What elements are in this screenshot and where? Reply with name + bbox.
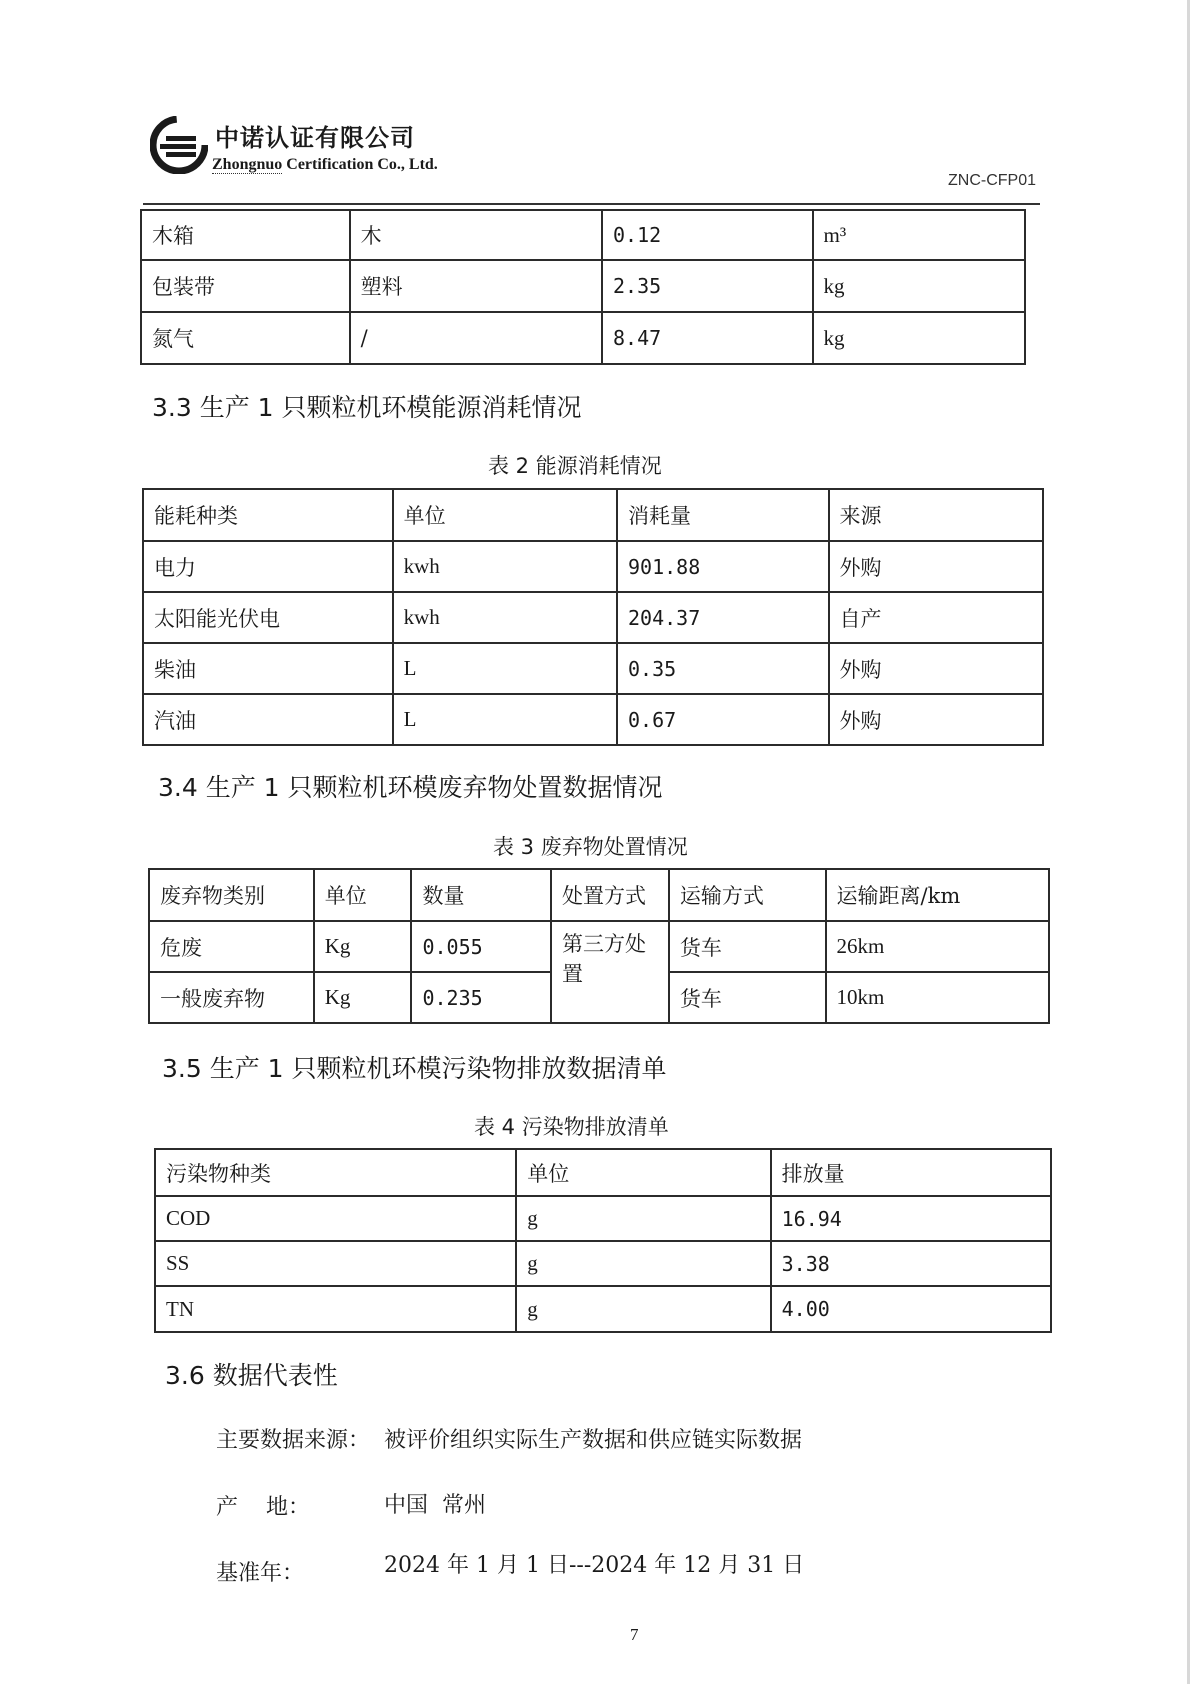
table-cell: kwh — [393, 592, 617, 643]
company-name-en-prefix: Zhongnuo — [212, 156, 283, 173]
column-header: 来源 — [829, 489, 1043, 541]
base-year-value: 2024 年 1 月 1 日---2024 年 12 月 31 日 — [384, 1553, 805, 1578]
base-year-label: 基准年： — [216, 1561, 305, 1586]
table-cell: 901.88 — [617, 541, 829, 592]
table-row — [155, 1286, 1051, 1332]
column-header: 废弃物类别 — [149, 869, 314, 921]
table-cell: SS — [155, 1241, 516, 1286]
column-header: 排放量 — [771, 1149, 1051, 1196]
table-caption-3: 表 3 废弃物处置情况 — [493, 835, 688, 859]
table-cell: 0.235 — [411, 972, 551, 1023]
table-cell: 木箱 — [141, 210, 350, 260]
table-row — [143, 541, 1043, 592]
table-cell: kg — [813, 260, 1025, 312]
table-cell: 0.055 — [411, 921, 551, 972]
table-cell: 汽油 — [143, 694, 393, 745]
company-name-en — [212, 156, 438, 174]
table-cell: / — [350, 312, 602, 364]
table-row — [143, 694, 1043, 745]
header-divider — [143, 203, 1040, 205]
table-cell: 2.35 — [602, 260, 813, 312]
table-row — [143, 643, 1043, 694]
table-cell: g — [516, 1196, 770, 1241]
column-header: 数量 — [411, 869, 551, 921]
table-cell: 太阳能光伏电 — [143, 592, 393, 643]
company-name-cn: 中诺认证有限公司 — [215, 124, 415, 152]
table-cell: 0.12 — [602, 210, 813, 260]
merged-disposal-cell: 第三方处置 — [551, 921, 669, 1023]
table-cell: 塑料 — [350, 260, 602, 312]
table-cell: 氮气 — [141, 312, 350, 364]
table-cell: 外购 — [829, 643, 1043, 694]
table-cell: 16.94 — [771, 1196, 1051, 1241]
table-cell: 3.38 — [771, 1241, 1051, 1286]
column-header: 运输距离/km — [826, 869, 1049, 921]
table-row — [149, 921, 1049, 972]
section-heading-3-3: 3.3 生产 1 只颗粒机环模能源消耗情况 — [152, 393, 582, 422]
column-header: 消耗量 — [617, 489, 829, 541]
company-name-en-suffix: Certification Co., Ltd. — [282, 156, 438, 173]
table-cell: 8.47 — [602, 312, 813, 364]
table-cell: 自产 — [829, 592, 1043, 643]
table-header-row — [143, 489, 1043, 541]
table-caption-4: 表 4 污染物排放清单 — [474, 1115, 669, 1139]
data-source-label: 主要数据来源： — [216, 1428, 371, 1453]
table-cell: kwh — [393, 541, 617, 592]
table-cell: Kg — [314, 921, 412, 972]
data-source-value: 被评价组织实际生产数据和供应链实际数据 — [384, 1428, 803, 1453]
column-header: 处置方式 — [551, 869, 669, 921]
table-row — [143, 592, 1043, 643]
packaging-table — [140, 209, 1026, 365]
document-code: ZNC-CFP01 — [948, 172, 1037, 189]
table-cell: 危废 — [149, 921, 314, 972]
origin-label: 产 地： — [216, 1495, 310, 1520]
table-cell: L — [393, 643, 617, 694]
table-cell: 204.37 — [617, 592, 829, 643]
table-header-row — [155, 1149, 1051, 1196]
table-row — [155, 1196, 1051, 1241]
table-row — [141, 260, 1025, 312]
zhongnuo-logo-icon — [150, 116, 208, 174]
table-cell: 电力 — [143, 541, 393, 592]
table-cell: 货车 — [669, 972, 826, 1023]
page-number: 7 — [630, 1625, 639, 1644]
table-cell: 4.00 — [771, 1286, 1051, 1332]
table-row — [141, 210, 1025, 260]
table-cell: 柴油 — [143, 643, 393, 694]
table-cell: 0.67 — [617, 694, 829, 745]
table-cell: kg — [813, 312, 1025, 364]
table-caption-2: 表 2 能源消耗情况 — [488, 454, 662, 478]
column-header: 单位 — [516, 1149, 770, 1196]
table-header-row — [149, 869, 1049, 921]
table-cell: 木 — [350, 210, 602, 260]
table-cell: g — [516, 1241, 770, 1286]
table-cell: 0.35 — [617, 643, 829, 694]
table-cell: 26km — [826, 921, 1049, 972]
table-cell: TN — [155, 1286, 516, 1332]
table-cell: COD — [155, 1196, 516, 1241]
table-row — [141, 312, 1025, 364]
table-cell: 一般废弃物 — [149, 972, 314, 1023]
table-cell: 外购 — [829, 541, 1043, 592]
pollutant-table — [154, 1148, 1052, 1333]
energy-table — [142, 488, 1044, 746]
column-header: 单位 — [314, 869, 412, 921]
column-header: 能耗种类 — [143, 489, 393, 541]
table-cell: 10km — [826, 972, 1049, 1023]
waste-table — [148, 868, 1050, 1024]
section-heading-3-4: 3.4 生产 1 只颗粒机环模废弃物处置数据情况 — [158, 773, 663, 802]
section-heading-3-5: 3.5 生产 1 只颗粒机环模污染物排放数据清单 — [162, 1054, 667, 1083]
table-row — [155, 1241, 1051, 1286]
column-header: 运输方式 — [669, 869, 826, 921]
table-cell: 包装带 — [141, 260, 350, 312]
section-heading-3-6: 3.6 数据代表性 — [165, 1361, 338, 1390]
column-header: 单位 — [393, 489, 617, 541]
origin-value: 中国 常州 — [384, 1493, 486, 1518]
table-cell: 货车 — [669, 921, 826, 972]
table-cell: 外购 — [829, 694, 1043, 745]
table-cell: m³ — [813, 210, 1025, 260]
table-cell: L — [393, 694, 617, 745]
table-cell: Kg — [314, 972, 412, 1023]
column-header: 污染物种类 — [155, 1149, 516, 1196]
table-cell: g — [516, 1286, 770, 1332]
